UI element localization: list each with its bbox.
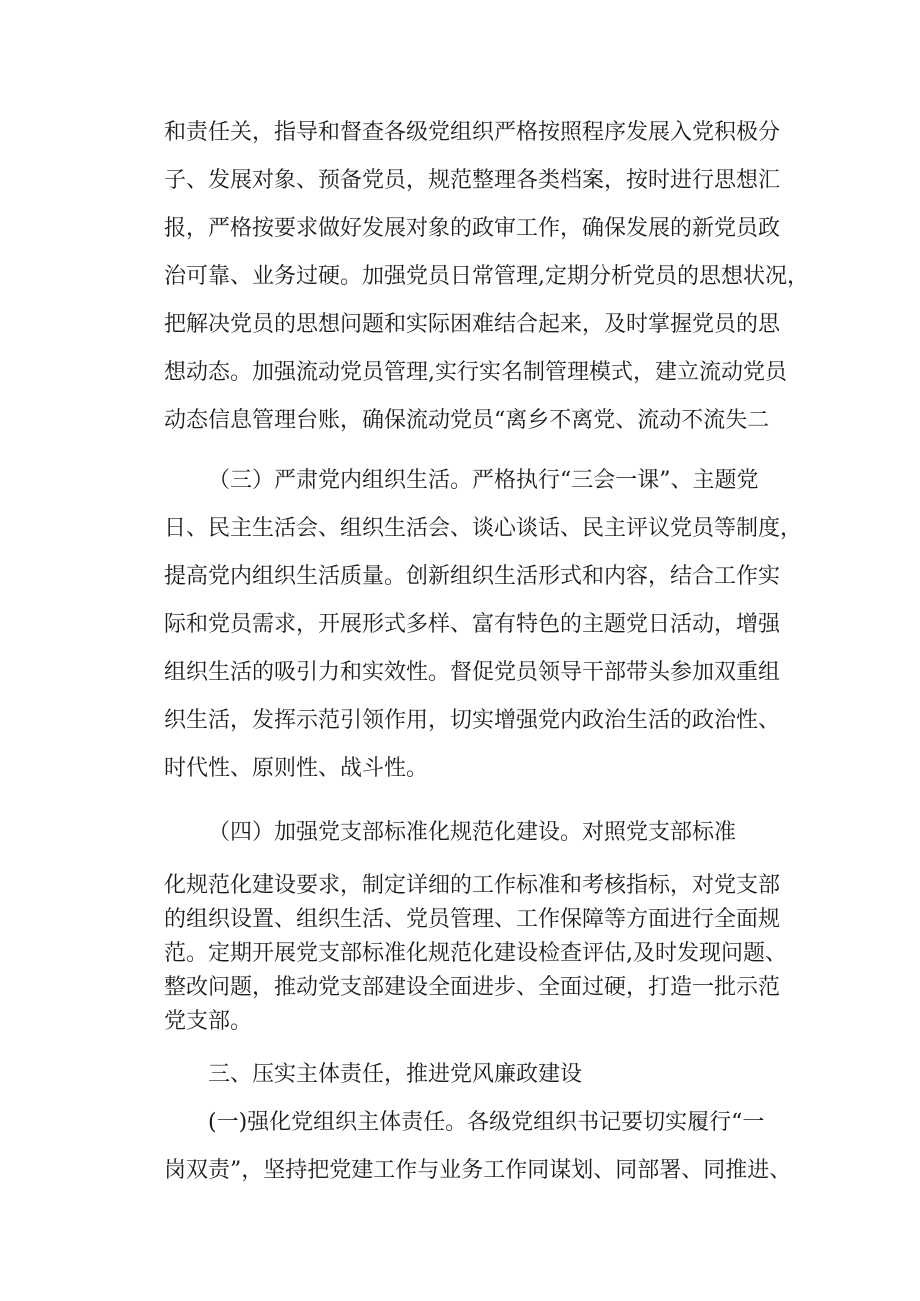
- text-line: 整改问题，推动党支部建设全面进步、全面过硬，打造一批示范: [164, 975, 781, 1000]
- text-line: 治可靠、业务过硬。加强党员日常管理,定期分析党员的思想状况，: [164, 264, 809, 289]
- text-line: 织生活，发挥示范引领作用，切实增强党内政治生活的政治性、: [164, 708, 781, 733]
- text-line: 范。定期开展党支部标准化规范化建设检查评估,及时发现问题、: [164, 941, 787, 966]
- section-heading-three: [164, 1051, 804, 1099]
- text-line: （四）加强党支部标准化规范化建设。对照党支部标准: [208, 820, 737, 845]
- text-line: (一)强化党组织主体责任。各级党组织书记要切实履行“一: [208, 1110, 765, 1135]
- text-line: 和责任关，指导和督查各级党组织严格按照程序发展入党积极分: [164, 120, 781, 145]
- text-line: 的组织设置、组织生活、党员管理、工作保障等方面进行全面规: [164, 907, 781, 932]
- paragraph-branch-standardization: [164, 869, 804, 1039]
- paragraph-organizational-life: [164, 457, 804, 793]
- text-line: （三）严肃党内组织生活。严格执行“三会一课”、主题党: [208, 468, 759, 493]
- text-line: 子、发展对象、预备党员，规范整理各类档案，按时进行思想汇: [164, 168, 781, 193]
- text-line: 把解决党员的思想问题和实际困难结合起来，及时掌握党员的思: [164, 312, 781, 337]
- text-line: 报，严格按要求做好发展对象的政审工作，确保发展的新党员政: [164, 216, 781, 241]
- text-line: 动态信息管理台账，确保流动党员“离乡不离党、流动不流失二: [164, 408, 770, 433]
- text-line: 组织生活的吸引力和实效性。督促党员领导干部带头参加双重组: [164, 660, 781, 685]
- paragraph-membership-management: [164, 109, 809, 445]
- document-body: [164, 109, 809, 1195]
- text-line: 岗双责”，坚持把党建工作与业务工作同谋划、同部署、同推进、: [164, 1158, 792, 1183]
- text-line: 党支部。: [164, 1009, 253, 1034]
- text-line: 时代性、原则性、战斗性。: [164, 756, 429, 781]
- text-line: 想动态。加强流动党员管理,实行实名制管理模式，建立流动党员: [164, 360, 787, 385]
- text-line: 际和党员需求，开展形式多样、富有特色的主题党日活动，增强: [164, 612, 781, 637]
- text-line: 日、民主生活会、组织生活会、谈心谈话、民主评议党员等制度，: [164, 516, 803, 541]
- paragraph-branch-standardization-heading: [164, 809, 804, 857]
- text-line: 化规范化建设要求，制定详细的工作标准和考核指标，对党支部: [164, 873, 781, 898]
- section-heading: 三、压实主体责任，推进党风廉政建设: [208, 1062, 583, 1087]
- text-line: 提高党内组织生活质量。创新组织生活形式和内容，结合工作实: [164, 564, 781, 589]
- paragraph-main-responsibility: [164, 1099, 804, 1195]
